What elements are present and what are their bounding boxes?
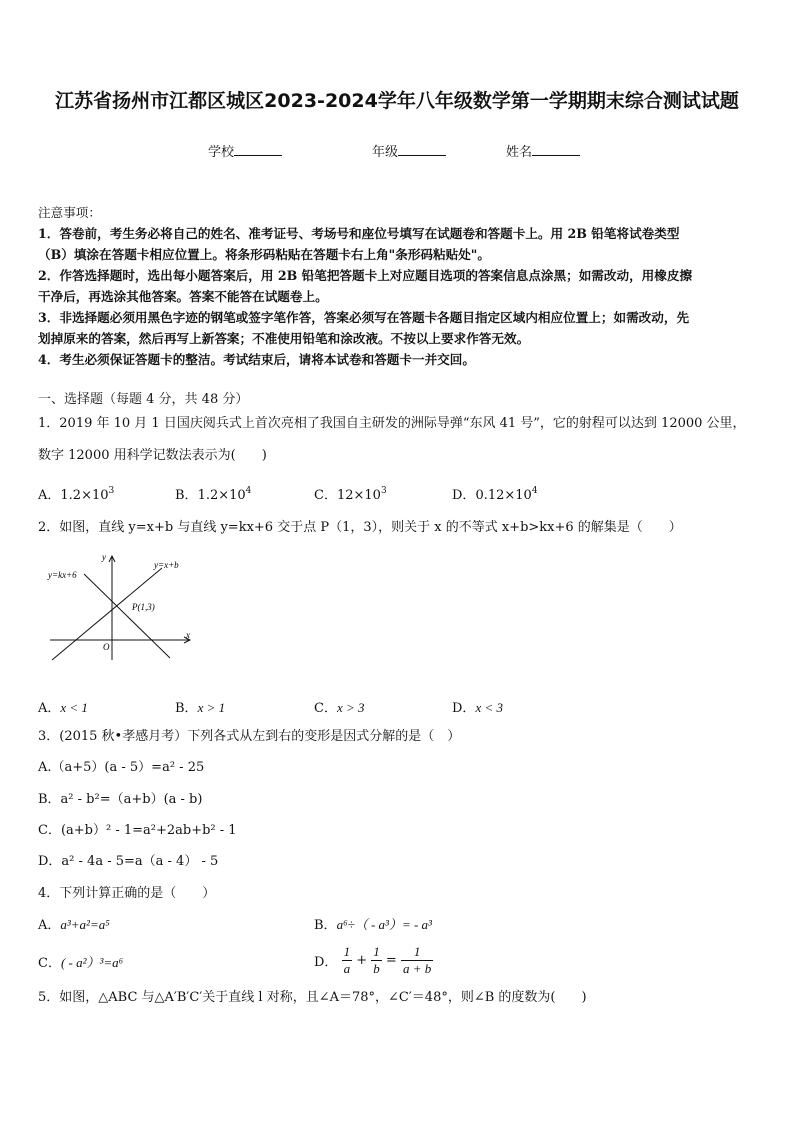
note-line: 1．答卷前，考生务必将自己的姓名、准考证号、考场号和座位号填写在试题卷和答题卡上。用 2B 铅笔将试卷类型 bbox=[38, 226, 680, 241]
name-field[interactable] bbox=[506, 141, 580, 160]
note-line: 4．考生必须保证答题卡的整洁。考试结束后，请将本试卷和答题卡一并交回。 bbox=[38, 352, 475, 367]
label-y: y bbox=[102, 552, 106, 562]
note-line: 划掉原来的答案，然后再写上新答案；不准使用铅笔和涂改液。不按以上要求作答无效。 bbox=[38, 331, 530, 346]
option-a[interactable]: A．x < 1 bbox=[38, 700, 88, 716]
name-label: 姓名 bbox=[506, 145, 533, 160]
option-a[interactable]: A.（a+5）(a - 5）=a² - 25 bbox=[38, 760, 205, 775]
option-d[interactable]: D． $\frac{1}{a}$ + $\frac{1}{b}$ = $\frac{1}{a + b}$ bbox=[314, 944, 432, 976]
question-3-text: 3．(2015 秋•孝感月考）下列各式从左到右的变形是因式分解的是（ ） bbox=[38, 729, 461, 744]
option-b[interactable]: B．x > 1 bbox=[175, 700, 226, 716]
question-5-text: 5．如图，△ABC 与△A′B′C′关于直线 l 对称，且∠A＝78°，∠C′＝48°，则∠B 的度数为( ) bbox=[38, 990, 587, 1005]
school-label: 学校 bbox=[208, 145, 235, 160]
school-blank[interactable] bbox=[234, 143, 282, 156]
option-c[interactable]: C．x > 3 bbox=[314, 700, 365, 716]
label-xb: y=x+b bbox=[154, 560, 179, 570]
question-4-text: 4．下列计算正确的是（ ） bbox=[38, 886, 216, 901]
label-point-p: P(1,3) bbox=[132, 602, 155, 612]
fraction: $\frac{1}{a}$ bbox=[343, 944, 351, 976]
label-origin: O bbox=[103, 642, 110, 652]
label-x: x bbox=[186, 630, 190, 640]
note-line: 2．作答选择题时，选出每小题答案后，用 2B 铅笔把答题卡上对应题目选项的答案信息点涂黑；如需改动，用橡皮擦 bbox=[38, 268, 693, 283]
question-2-figure bbox=[42, 552, 197, 662]
question-2-text: 2．如图，直线 y=x+b 与直线 y=kx+6 交于点 P（1，3），则关于 x 的不等式 x+b>kx+6 的解集是（ ） bbox=[38, 520, 682, 535]
notes-label: 注意事项： bbox=[38, 205, 101, 220]
option-c[interactable]: C．(a+b）² - 1=a²+2ab+b² - 1 bbox=[38, 823, 237, 838]
name-blank[interactable] bbox=[532, 143, 580, 156]
option-a[interactable]: A．$1.2\times 10^3$ bbox=[38, 486, 115, 503]
note-line: （B）填涂在答题卡相应位置上。将条形码粘贴在答题卡右上角"条形码粘贴处"。 bbox=[38, 247, 490, 262]
page-title: 江苏省扬州市江都区城区2023-2024学年八年级数学第一学期期末综合测试试题 bbox=[55, 90, 739, 112]
option-d[interactable]: D．$0.12\times 10^4$ bbox=[452, 486, 538, 503]
option-c[interactable]: C．( - a²）³=a⁶ bbox=[38, 955, 124, 971]
grade-blank[interactable] bbox=[398, 143, 446, 156]
option-a[interactable]: A．a³+a²=a⁵ bbox=[38, 917, 110, 933]
note-line: 干净后，再选涂其他答案。答案不能答在试题卷上。 bbox=[38, 289, 328, 304]
grade-field[interactable] bbox=[372, 141, 446, 160]
option-b[interactable]: B．a⁶÷（ - a³）= - a³ bbox=[314, 917, 432, 933]
grade-label: 年级 bbox=[372, 145, 399, 160]
notes-block bbox=[38, 202, 760, 370]
line-kx-plus-6 bbox=[84, 574, 170, 658]
question-1-line2: 数字 12000 用科学记数法表示为( ) bbox=[38, 448, 267, 463]
option-d[interactable]: D．x < 3 bbox=[452, 700, 503, 716]
option-b[interactable]: B．$1.2\times 10^4$ bbox=[175, 486, 252, 503]
section-title: 一、选择题（每题 4 分，共 48 分） bbox=[38, 392, 249, 407]
label-kx6: y=kx+6 bbox=[48, 570, 77, 580]
fraction: $\frac{1}{b}$ bbox=[373, 944, 380, 976]
fraction: $\frac{1}{a + b}$ bbox=[402, 944, 432, 976]
option-d[interactable]: D．a² - 4a - 5=a（a - 4） - 5 bbox=[38, 854, 219, 869]
question-1-line1: 1．2019 年 10 月 1 日国庆阅兵式上首次亮相了我国自主研发的洲际导弹“东风 41 号”，它的射程可以达到 12000 公里， bbox=[38, 416, 746, 431]
school-field[interactable] bbox=[208, 141, 282, 160]
note-line: 3．非选择题必须用黑色字迹的钢笔或签字笔作答，答案必须写在答题卡各题目指定区域内相应位置上；如需改动，先 bbox=[38, 310, 690, 325]
option-c[interactable]: C．$12\times 10^3$ bbox=[314, 486, 387, 503]
option-b[interactable]: B．a² - b²=（a+b）(a - b) bbox=[38, 792, 203, 807]
